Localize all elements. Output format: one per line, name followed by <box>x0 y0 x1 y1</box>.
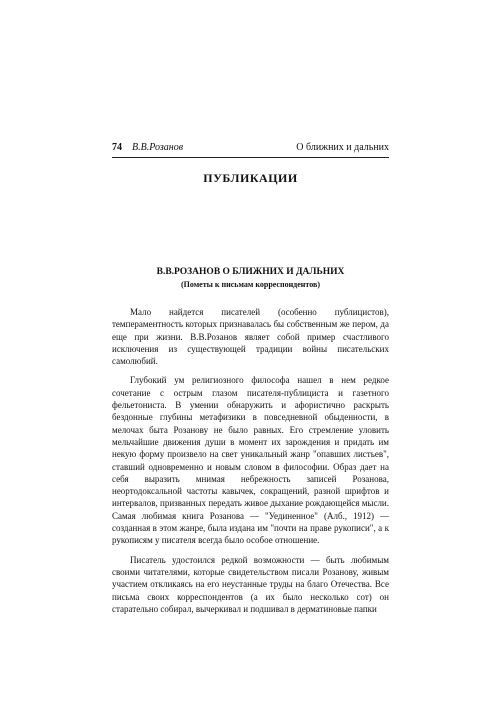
paragraph: Писатель удостоился редкой возможности — быть любимым своими читателями, которые свидетельством писали Розанову, живым участием откликаясь на его неустанные труды на благо Отечества. Все письма своих корреспондентов (а их было несколько сот) он старательно собирал, вычеркивал и подшивал в дерматиновые папки <box>112 554 389 614</box>
running-head-title: О ближних и дальних <box>296 142 389 153</box>
article-body <box>112 306 389 622</box>
running-head-author: В.В.Розанов <box>132 142 184 153</box>
page-number: 74 <box>112 142 122 153</box>
section-title: ПУБЛИКАЦИИ <box>203 171 298 185</box>
article-subtitle: (Пометы к письмам корреспондентов) <box>181 280 320 289</box>
paragraph: Глубокий ум религиозного философа нашел в нем редкое сочетание с острым глазом писателя-публициста и газетного фельетониста. В умении обнаружить и афористично раскрыть бездонные глубины метафизики в повседневной обыденности, в мелочах быта Розанову не было равных. Его стремление уловить мельчайшие движения души в момент их зарождения и придать им некую форму произвело на свет уникальный жанр "опавших листьев", ставший одновременно и новым словом в философии. Образ дает на себя выразить мнимая небрежность записей Розанова, неортодоксальной частоты кавычек, сокращений, разной шрифтов и интервалов, призванных передать живое дыхание рождающейся мысли. Самая любимая книга Розанова — "Уединенное" (Алб., 1912) — созданная в этом жанре, была издана им "почти на праве рукописи", а к рукописям у писателя всегда было особое отношение. <box>112 375 389 546</box>
paragraph: Мало найдется писателей (особенно публицистов), темпераментность которых признавалась бы собственным же пером, да еще при жизни. В.В.Розанов являет собой пример счастливого исключения из существующей традиции войны писательских самолюбий. <box>112 307 389 367</box>
article-title: В.В.РОЗАНОВ О БЛИЖНИХ И ДАЛЬНИХ <box>156 267 345 277</box>
running-head <box>112 141 389 158</box>
